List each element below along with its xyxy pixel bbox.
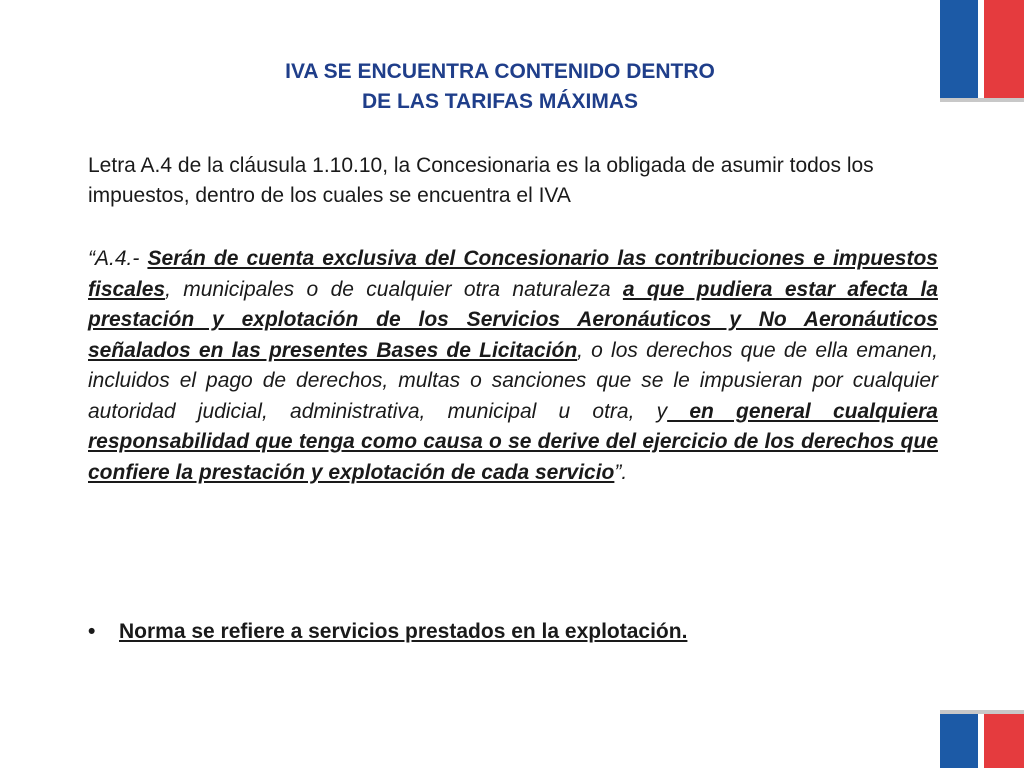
quote-open: “A.4.- xyxy=(88,247,148,270)
flag-decoration-top xyxy=(940,0,1024,98)
flag-blue-stripe xyxy=(940,0,978,98)
intro-paragraph: Letra A.4 de la cláusula 1.10.10, la Concesionaria es la obligada de asumir todos los impuestos, dentro de los cuales se encuentra el IVA xyxy=(88,154,874,207)
quote-emphasis-1: Serán de cuenta exclusiva del Concesionario las contribuciones e impuestos fiscales xyxy=(88,247,938,301)
title-line-1: IVA SE ENCUENTRA CONTENIDO DENTRO xyxy=(285,60,715,83)
flag-red-stripe xyxy=(984,714,1024,768)
quote-emphasis-3: en general cualquiera responsabilidad que tenga como causa o se derive del ejercicio de los derechos que confiere la prestación y explotación de cada servicio xyxy=(88,399,938,484)
title-line-2: DE LAS TARIFAS MÁXIMAS xyxy=(361,90,639,113)
quote-emphasis-2: a que pudiera estar afecta la prestación y explotación de los Servicios Aeronáuticos y No Aeronáuticos señalados en las presentes Bases de Licitación xyxy=(88,277,938,362)
bullet-text: Norma se refiere a servicios prestados en la explotación. xyxy=(119,620,688,643)
flag-blue-stripe xyxy=(940,714,978,768)
quoted-clause xyxy=(88,244,938,488)
flag-decoration-bottom xyxy=(940,714,1024,768)
bullet-item xyxy=(88,617,687,647)
slide-title xyxy=(150,57,850,117)
flag-red-stripe xyxy=(984,0,1024,98)
quote-text-2: , o los derechos que de ella emanen, incluidos el pago de derechos, multas o sanciones que se le impusieran por cualquier autoridad judicial, administrativa, municipal u otra, y xyxy=(88,338,939,423)
bullet-symbol: • xyxy=(88,620,96,643)
quote-close: ”. xyxy=(614,460,628,484)
quote-text-1: , municipales o de cualquier otra naturaleza xyxy=(165,277,623,301)
flag-shadow xyxy=(940,710,1024,714)
flag-shadow xyxy=(940,98,1024,102)
